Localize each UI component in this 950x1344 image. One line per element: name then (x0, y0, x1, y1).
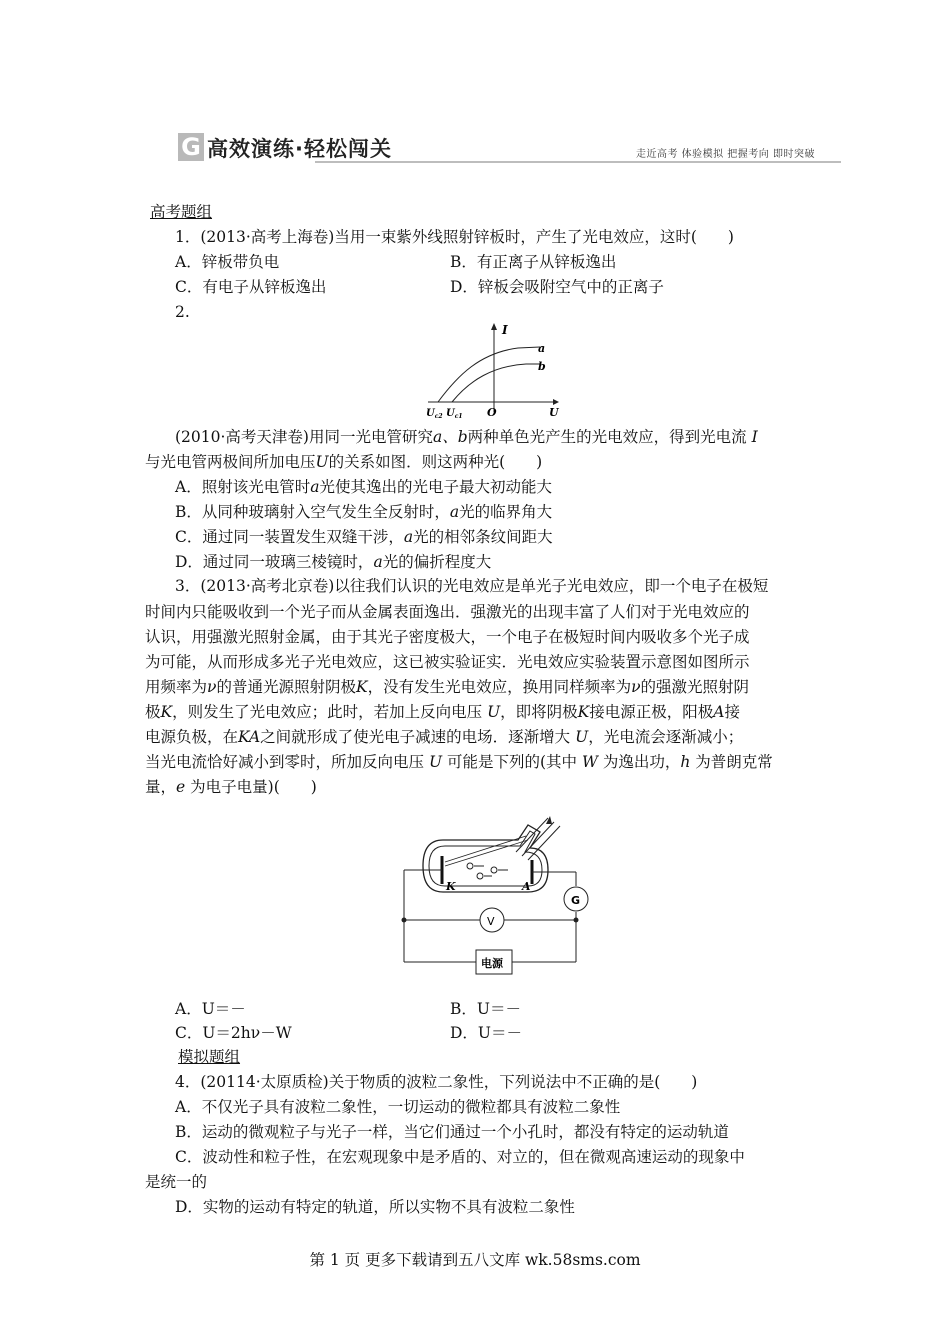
q3-line1: 3．(2013·高考北京卷)以往我们认识的光电效应是单光子光电效应，即一个电子在极短 (175, 577, 769, 595)
voltmeter-label: V (487, 915, 495, 928)
curve-a-label: a (538, 342, 546, 355)
galvanometer-label: G (571, 894, 581, 907)
logo-letter: G (178, 133, 204, 161)
q1-option-b: B．有正离子从锌板逸出 (450, 253, 617, 271)
vacuum-tube-inner (429, 831, 542, 886)
q1-option-d: D．锌板会吸附空气中的正离子 (450, 278, 664, 296)
electron (477, 873, 483, 879)
q3-option-a: A．U＝－ (175, 1000, 246, 1018)
y-axis-label: I (502, 323, 508, 337)
power-source-label: 电源 (481, 957, 503, 970)
x-axis-label: U (549, 406, 559, 419)
q4-option-d: D．实物的运动有特定的轨道，所以实物不具有波粒二象性 (175, 1198, 575, 1216)
banner-divider (315, 161, 841, 163)
anode-label: A (522, 880, 531, 893)
y-axis-arrow (491, 323, 497, 330)
section-gaokao: 高考题组 (150, 203, 213, 221)
curve-b (452, 364, 540, 402)
curve-b-label: b (538, 360, 546, 373)
q3-option-d: D．U＝－ (450, 1024, 522, 1042)
q2-option-c: C．通过同一装置发生双缝干涉，a光的相邻条纹间距大 (175, 528, 553, 546)
q2-stem-line1: (2010·高考天津卷)用同一光电管研究a、b两种单色光产生的光电效应，得到光电流 I (175, 428, 758, 446)
q3-line8: 当光电流恰好减小到零时，所加反向电压 U 可能是下列的(其中 W 为逸出功，h 为普朗克常 (145, 753, 773, 771)
electron (467, 863, 473, 869)
cathode-label: K (446, 880, 456, 893)
q4-stem: 4．(20114·太原质检)关于物质的波粒二象性，下列说法中不正确的是( ) (175, 1073, 698, 1091)
q4-option-c-line2: 是统一的 (145, 1173, 208, 1191)
q1-option-a: A．锌板带负电 (175, 253, 280, 271)
q3-line3: 认识，用强激光照射金属，由于其光子密度极大，一个电子在极短时间内吸收多个光子成 (145, 628, 750, 646)
x-axis-arrow (553, 399, 559, 405)
page-footer: 第 1 页 更多下载请到五八文库 wk.58sms.com (309, 1251, 641, 1269)
q3-apparatus-diagram (398, 800, 598, 978)
banner-tagline: 走近高考 体验模拟 把握考向 即时突破 (635, 149, 815, 160)
section-moni: 模拟题组 (178, 1048, 241, 1066)
q4-option-b: B．运动的微观粒子与光子一样，当它们通过一个小孔时，都没有特定的运动轨道 (175, 1123, 729, 1141)
q2-option-a: A．照射该光电管时a光使其逸出的光电子最大初动能大 (175, 478, 552, 496)
ray-arrow (546, 816, 552, 824)
q4-option-a: A．不仅光子具有波粒二象性，一切运动的微粒都具有波粒二象性 (175, 1098, 621, 1116)
q3-option-b: B．U＝－ (450, 1000, 521, 1018)
q3-line2: 时间内只能吸收到一个光子而从金属表面逸出．强激光的出现丰富了人们对于光电效应的 (145, 603, 750, 621)
q3-line4: 为可能，从而形成多光子光电效应，这已被实验证实．光电效应实验装置示意图如图所示 (145, 653, 750, 671)
uc2-label: $U_{c2}$ (426, 408, 443, 420)
q2-option-d: D．通过同一玻璃三棱镜时，a光的偏折程度大 (175, 553, 492, 571)
q4-option-c-line1: C．波动性和粒子性，在宏观现象中是矛盾的、对立的，但在微观高速运动的现象中 (175, 1148, 745, 1166)
uc1-label: $U_{c1}$ (446, 408, 463, 420)
q3-line9: 量，e 为电子电量)( ) (145, 778, 317, 796)
curve-a (438, 347, 540, 402)
q3-option-c: C．U＝2hν－W (175, 1024, 292, 1042)
electron (491, 867, 497, 873)
q2-iu-graph (418, 320, 568, 422)
q3-line6: 极K，则发生了光电效应；此时，若加上反向电压 U，即将阴极K接电源正极，阳极A接 (145, 703, 740, 721)
q3-line7: 电源负极，在KA之间就形成了使光电子减速的电场．逐渐增大 U，光电流会逐渐减小； (145, 728, 744, 746)
q2-option-b: B．从同种玻璃射入空气发生全反射时，a光的临界角大 (175, 503, 553, 521)
q2-stem-line2: 与光电管两极间所加电压U的关系如图．则这两种光( ) (145, 453, 543, 471)
q1-option-c: C．有电子从锌板逸出 (175, 278, 327, 296)
header-banner (145, 131, 841, 165)
q3-line5: 用频率为ν的普通光源照射阴极K，没有发生光电效应，换用同样频率为ν的强激光照射阴 (145, 678, 750, 696)
banner-title: 高效演练·轻松闯关 (207, 137, 392, 161)
origin-label: O (487, 406, 497, 419)
q1-stem: 1．(2013·高考上海卷)当用一束紫外线照射锌板时，产生了光电效应，这时( ) (175, 228, 734, 246)
q2-number: 2. (175, 303, 190, 321)
